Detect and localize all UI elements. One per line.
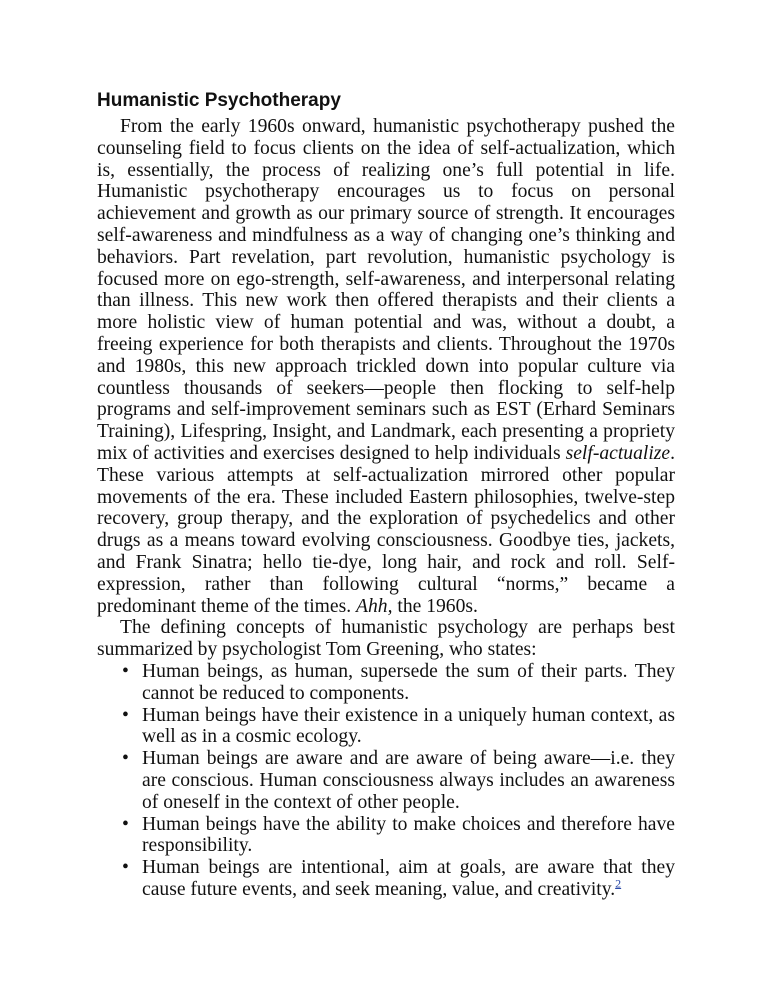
- list-item: [119, 814, 675, 858]
- paragraph-1-italic-b: Ahh,: [356, 595, 393, 617]
- document-page: [97, 90, 675, 901]
- bullet-icon: •: [122, 857, 129, 879]
- concepts-list: [97, 661, 675, 901]
- list-item: [119, 748, 675, 813]
- paragraph-1: [97, 116, 675, 617]
- list-item: [119, 661, 675, 705]
- list-item-text: Human beings have their existence in a uniquely human context, as well as in a cosmic ecology.: [142, 704, 675, 748]
- bullet-icon: •: [122, 704, 129, 726]
- paragraph-1-text-a: From the early 1960s onward, humanistic psychotherapy pushed the counseling field to focus clients on the idea of self-actualization, which is, essentially, the process of realizing one’s full potential in life. Humanistic psychotherapy encourages us to focus on personal achievement and growth as our primary source of strength. It encourages self-awareness and mindfulness as a way of changing one’s thinking and behaviors. Part revelation, part revolution, humanistic psychology is focused more on ego-strength, self-awareness, and interpersonal relating than illness. This new work then offered therapists and their clients a more holistic view of human potential and was, without a doubt, a freeing experience for both therapists and clients. Throughout the 1970s and 1980s, this new approach trickled down into popular culture via countless thousands of seekers—people then flocking to self-help programs and self-improvement seminars such as EST (Erhard Seminars Training), Lifespring, Insight, and Landmark, each presenting a propriety mix of activities and exercises designed to help individuals: [97, 116, 675, 464]
- list-item: [119, 857, 675, 901]
- paragraph-2: The defining concepts of humanistic psychology are perhaps best summarized by psychologist Tom Greening, who states:: [97, 617, 675, 661]
- paragraph-1-text-b: . These various attempts at self-actualization mirrored other popular movements of the era. These included Eastern philosophies, twelve-step recovery, group therapy, and the exploration of psychedelics and other drugs as a means toward evolving consciousness. Goodbye ties, jackets, and Frank Sinatra; hello tie-dye, long hair, and rock and roll. Self-expression, rather than following cultural “norms,” became a predominant theme of the times.: [97, 442, 675, 617]
- bullet-icon: •: [122, 813, 129, 835]
- list-item-text: Human beings are aware and are aware of being aware—i.e. they are conscious. Human consciousness always includes an awareness of oneself in the context of other people.: [142, 748, 675, 813]
- paragraph-1-text-c: the 1960s.: [392, 595, 478, 617]
- footnote-link[interactable]: 2: [615, 876, 622, 891]
- list-item: [119, 705, 675, 749]
- bullet-icon: •: [122, 660, 129, 682]
- list-item-text: Human beings are intentional, aim at goals, are aware that they cause future events, and seek meaning, value, and creativity.: [142, 857, 675, 900]
- list-item-text: Human beings, as human, supersede the sum of their parts. They cannot be reduced to components.: [142, 660, 675, 704]
- section-heading: Humanistic Psychotherapy: [97, 90, 341, 111]
- list-item-text: Human beings have the ability to make choices and therefore have responsibility.: [142, 813, 675, 857]
- bullet-icon: •: [122, 748, 129, 770]
- paragraph-1-italic-a: self-actualize: [565, 442, 671, 464]
